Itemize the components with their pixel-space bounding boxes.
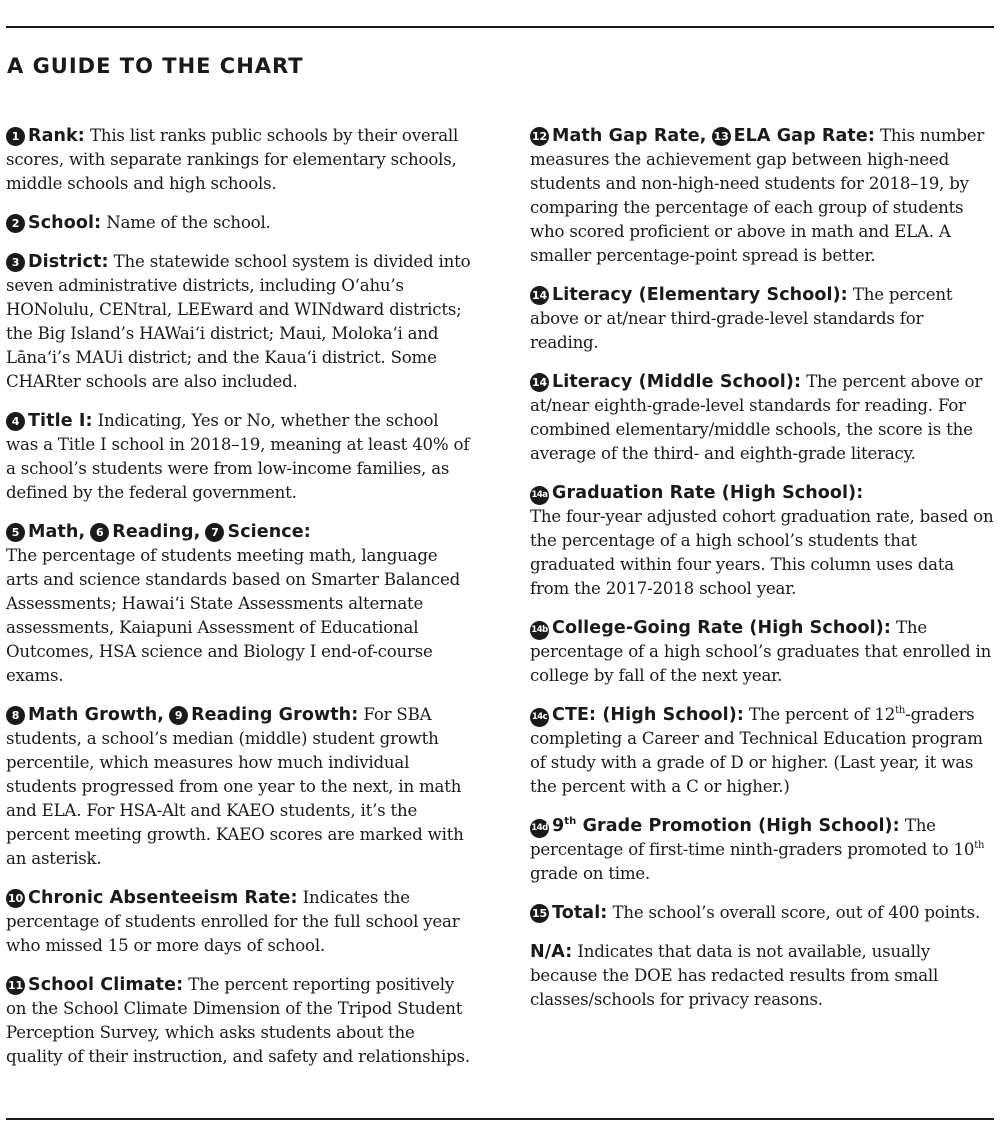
badge-12-icon: 12	[530, 127, 549, 146]
page-title: A GUIDE TO THE CHART	[7, 54, 304, 78]
entry-literacy-elementary	[530, 283, 996, 355]
entry-college-going-rate	[530, 616, 996, 688]
badge-15-icon: 15	[530, 904, 549, 923]
entry-total	[530, 901, 996, 925]
entry-label	[552, 816, 900, 836]
entry-district	[6, 250, 474, 394]
badge-1-icon: 1	[6, 127, 25, 146]
entry-label-3: Science:	[227, 522, 311, 542]
entry-label: College-Going Rate (High School):	[552, 618, 891, 638]
badge-7-icon: 7	[205, 523, 224, 542]
entry-text: The percentage of students meeting math, language arts and science standards based on Smarter Balanced Assessments; Hawaiʻi State Assessments alternate assessments, Kaiapuni Assessment of Educational Outcomes, HSA science and Biology I end-of-course exams.	[6, 546, 461, 685]
entry-label: School:	[28, 213, 102, 233]
entry-text: The percentage of a high school’s graduates that enrolled in college by fall of the next year.	[530, 618, 992, 685]
entry-text: The percent above or at/near eighth-grade-level standards for reading. For combined elementary/middle schools, the score is the average of the third- and eighth-grade literacy.	[530, 372, 983, 463]
entry-label: N/A:	[530, 942, 573, 962]
badge-14c-icon: 14c	[530, 708, 549, 727]
entry-text: Name of the school.	[106, 213, 271, 232]
entry-label: Literacy (Middle School):	[552, 372, 802, 392]
badge-9-icon: 9	[169, 706, 188, 725]
entry-label: School Climate:	[28, 975, 184, 995]
superscript: th	[564, 816, 577, 827]
entry-school-climate	[6, 973, 474, 1069]
entry-label: Rank:	[28, 126, 85, 146]
entry-growth	[6, 703, 474, 871]
entry-text: The statewide school system is divided into seven administrative districts, including Oʻahu’s HONolulu, CENtral, LEEward and WINdward districts; the Big Island’s HAWaiʻi district; Maui, Molokaʻi and Lānaʻi’s MAUi district; and the Kauaʻi district. Some CHARter schools are also included.	[6, 252, 471, 391]
entry-label: Math Gap Rate,	[552, 126, 707, 146]
entry-school	[6, 211, 474, 235]
entry-rank	[6, 124, 474, 196]
entry-math-reading-science	[6, 520, 474, 688]
badge-14b-icon: 14b	[530, 621, 549, 640]
entry-text: This list ranks public schools by their overall scores, with separate rankings for elementary schools, middle schools and high schools.	[6, 126, 459, 193]
entry-label: Math,	[28, 522, 86, 542]
entry-text: Indicates the percentage of students enrolled for the full school year who missed 15 or more days of school.	[6, 888, 460, 955]
entry-text: The school’s overall score, out of 400 points.	[612, 903, 981, 922]
entry-chronic-absenteeism	[6, 886, 474, 958]
entry-cte	[530, 703, 996, 799]
entry-text: The percent of 12	[749, 705, 896, 724]
entry-text-2: -graders completing a Career and Technical Education program of study with a grade of D or higher. (Last year, it was the percent with a C or higher.)	[530, 705, 983, 796]
entry-text: Indicates that data is not available, usually because the DOE has redacted results from small classes/schools for privacy reasons.	[530, 942, 939, 1009]
badge-10-icon: 10	[6, 889, 25, 908]
badge-3-icon: 3	[6, 253, 25, 272]
badge-13-icon: 13	[712, 127, 731, 146]
badge-6-icon: 6	[90, 523, 109, 542]
badge-4-icon: 4	[6, 412, 25, 431]
entry-text: The four-year adjusted cohort graduation rate, based on the percentage of a high school’s students that graduated within four years. This column uses data from the 2017-2018 school year.	[530, 507, 994, 598]
badge-8-icon: 8	[6, 706, 25, 725]
entry-graduation-rate	[530, 481, 996, 601]
badge-14a-icon: 14a	[530, 486, 549, 505]
entry-label: District:	[28, 252, 109, 272]
entry-label: Graduation Rate (High School):	[552, 483, 864, 503]
bottom-rule	[6, 1118, 994, 1120]
entry-text: The percent above or at/near third-grade-level standards for reading.	[530, 285, 953, 352]
entry-label-number: 9	[552, 816, 565, 836]
entry-na	[530, 940, 996, 1012]
badge-11-icon: 11	[6, 976, 25, 995]
entry-text: For SBA students, a school’s median (middle) student growth percentile, which measures how much individual students progressed from one year to the next, in math and ELA. For HSA-Alt and KAEO students, it’s the percent meeting growth. KAEO scores are marked with an asterisk.	[6, 705, 464, 868]
entry-label: Literacy (Elementary School):	[552, 285, 848, 305]
entry-label: Chronic Absenteeism Rate:	[28, 888, 298, 908]
entry-label: Title I:	[28, 411, 93, 431]
entry-text: This number measures the achievement gap between high-need students and non-high-need students for 2018–19, by comparing the percentage of each group of students who scored proficient or above in math and ELA. A smaller percentage-point spread is better.	[530, 126, 985, 265]
right-column	[530, 124, 996, 1027]
entry-ninth-grade-promotion	[530, 814, 996, 886]
entry-text: The percentage of first-time ninth-graders promoted to 10	[530, 816, 975, 859]
badge-2-icon: 2	[6, 214, 25, 233]
entry-label: CTE: (High School):	[552, 705, 744, 725]
badge-14-icon: 14	[530, 286, 549, 305]
entry-label: Total:	[552, 903, 608, 923]
entry-title-i	[6, 409, 474, 505]
top-rule	[6, 26, 994, 28]
entry-literacy-middle	[530, 370, 996, 466]
entry-text-2: grade on time.	[530, 864, 651, 883]
badge-14-icon: 14	[530, 373, 549, 392]
left-column	[6, 124, 474, 1084]
entry-text: The percent reporting positively on the School Climate Dimension of the Tripod Student Perception Survey, which asks students about the quality of their instruction, and safety and relationships.	[6, 975, 470, 1066]
badge-14d-icon: 14d	[530, 819, 549, 838]
entry-label: Math Growth,	[28, 705, 164, 725]
entry-gap-rates	[530, 124, 996, 268]
superscript: th	[895, 705, 906, 716]
entry-text: Indicating, Yes or No, whether the school was a Title I school in 2018–19, meaning at least 40% of a school’s students were from low-income families, as defined by the federal government.	[6, 411, 470, 502]
entry-label-rest: Grade Promotion (High School):	[576, 816, 900, 836]
superscript: th	[974, 840, 985, 851]
entry-label-2: ELA Gap Rate:	[733, 126, 875, 146]
badge-5-icon: 5	[6, 523, 25, 542]
entry-label-2: Reading,	[112, 522, 201, 542]
entry-label-2: Reading Growth:	[191, 705, 359, 725]
